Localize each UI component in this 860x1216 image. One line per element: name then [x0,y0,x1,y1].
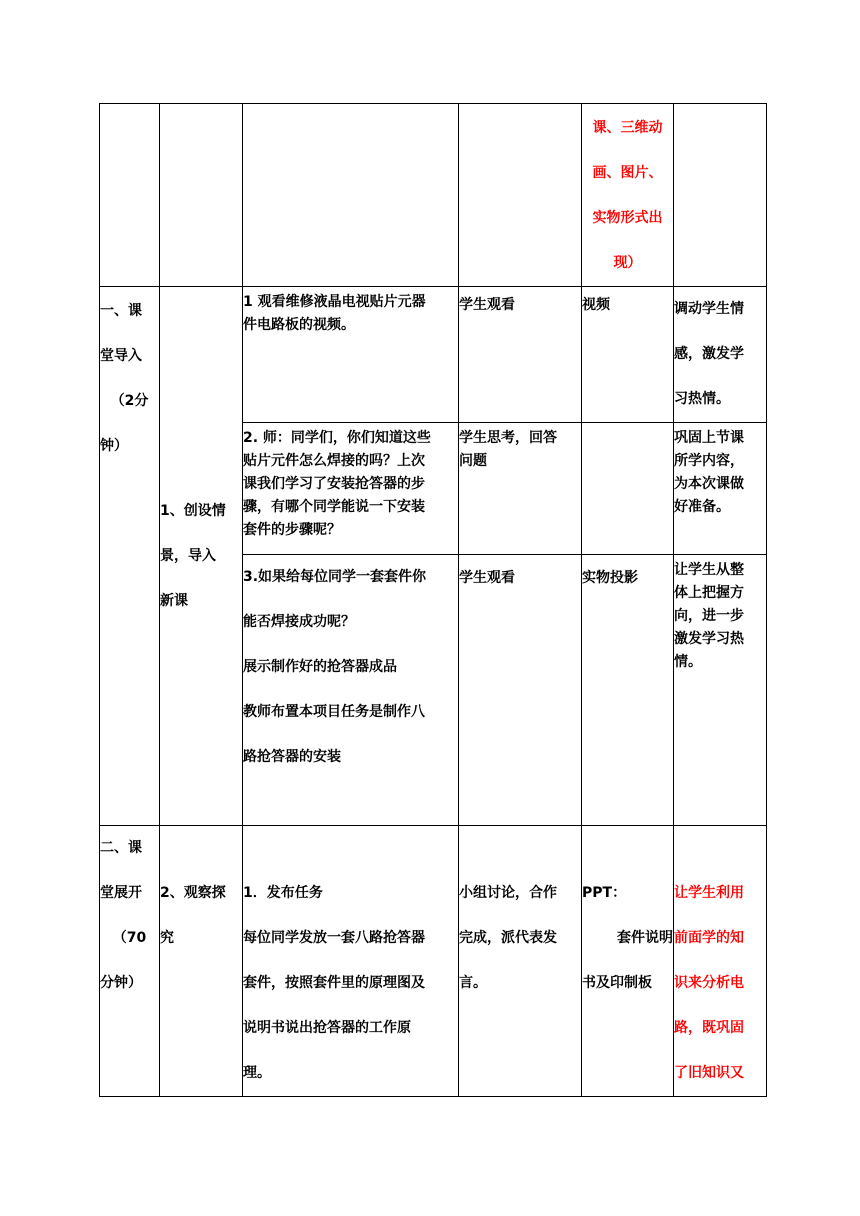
stage-line: 钟） [100,438,128,454]
teacher-line: 件电路板的视频。 [243,317,355,333]
student-line: 言。 [459,975,487,991]
teacher-line: 骤，有哪个同学能说一下安装 [243,499,425,515]
student-line: 小组讨论，合作 [459,885,557,901]
teacher-activity-cell [243,423,459,555]
teacher-line: 展示制作好的抢答器成品 [243,659,397,675]
student-line: 学生思考，回答 [459,430,557,446]
activity-cell [160,287,243,826]
teacher-line: 套件的步骤呢？ [243,522,341,538]
teacher-line: 2. 师：同学们，你们知道这些 [243,430,431,446]
table-row [100,104,767,287]
media-line: 套件说明 [617,930,673,946]
student-line: 完成，派代表发 [459,930,557,946]
stage-cell [100,826,160,1097]
intent-line: 激发学习热 [674,631,744,647]
intent-line: 让学生从整 [674,562,744,578]
intent-line: 向，进一步 [674,608,744,624]
student-activity-cell [459,555,582,826]
teacher-line: 每位同学发放一套八路抢答器 [243,930,425,946]
activity-cell [160,104,243,287]
media-line: PPT： [582,885,627,901]
teacher-line: 贴片元件怎么焊接的吗？上次 [243,453,425,469]
student-text: 学生观看 [459,297,515,313]
teacher-line: 3.如果给每位同学一套套件你 [243,569,427,585]
activity-line: 新课 [160,592,188,609]
activity-line: 究 [160,930,174,946]
intent-line: 习热情。 [674,391,730,407]
lesson-plan-table [99,103,767,1097]
stage-line: （70 [112,930,147,946]
media-cell [582,104,674,287]
media-text: 视频 [582,297,610,313]
media-cell [582,555,674,826]
intent-cell [674,104,767,287]
media-cell [582,826,674,1097]
intent-cell [674,555,767,826]
stage-line: 堂导入 [100,348,142,364]
table-row [100,826,767,1097]
intent-line: 感，激发学 [674,346,744,362]
teacher-line: 1 观看维修液晶电视贴片元器 [243,294,426,310]
teacher-line: 教师布置本项目任务是制作八 [243,704,425,720]
teacher-line: 1．发布任务 [243,885,323,901]
stage-line: 二、课 [100,840,142,856]
student-line: 问题 [459,453,487,469]
media-text: 实物投影 [582,570,638,586]
media-line: 画、图片、 [592,165,663,181]
activity-cell [160,826,243,1097]
intent-line: 情。 [674,654,702,670]
teacher-activity-cell [243,287,459,423]
intent-cell [674,423,767,555]
media-line: 课、三维动 [592,120,663,136]
intent-line: 好准备。 [674,499,730,515]
intent-line: 了旧知识又 [674,1065,744,1081]
teacher-line: 路抢答器的安装 [243,749,341,765]
intent-line: 所学内容， [674,453,744,469]
intent-line: 调动学生情 [674,301,744,317]
student-activity-cell [459,104,582,287]
teacher-line: 课我们学习了安装抢答器的步 [243,476,425,492]
intent-line: 路，既巩固 [674,1020,744,1036]
teacher-line: 理。 [243,1065,271,1081]
activity-line: 景，导入 [160,547,216,564]
media-cell [582,423,674,555]
student-activity-cell [459,826,582,1097]
intent-cell [674,287,767,423]
student-activity-cell [459,287,582,423]
intent-cell [674,826,767,1097]
teacher-activity-cell [243,826,459,1097]
intent-line: 巩固上节课 [674,430,744,446]
teacher-line: 套件，按照套件里的原理图及 [243,975,425,991]
media-line: 书及印制板 [582,975,652,991]
intent-line: 体上把握方 [674,585,744,601]
stage-cell [100,287,160,826]
stage-line: （2分 [110,393,149,409]
student-activity-cell [459,423,582,555]
stage-line: 堂展开 [100,885,142,901]
student-text: 学生观看 [459,570,515,586]
activity-line: 2、观察探 [160,885,226,901]
intent-line: 让学生利用 [674,885,744,901]
stage-line: 一、课 [100,303,142,319]
intent-line: 识来分析电 [674,975,744,991]
media-line: 现） [613,255,642,271]
table-row [100,287,767,423]
teacher-line: 说明书说出抢答器的工作原 [243,1020,411,1036]
stage-cell [100,104,160,287]
teacher-activity-cell [243,104,459,287]
teacher-activity-cell [243,555,459,826]
activity-line: 1、创设情 [160,502,226,519]
stage-line: 分钟） [100,975,142,991]
teacher-line: 能否焊接成功呢？ [243,614,355,630]
media-cell [582,287,674,423]
media-line: 实物形式出 [592,210,663,226]
intent-line: 前面学的知 [674,930,744,946]
intent-line: 为本次课做 [674,476,744,492]
